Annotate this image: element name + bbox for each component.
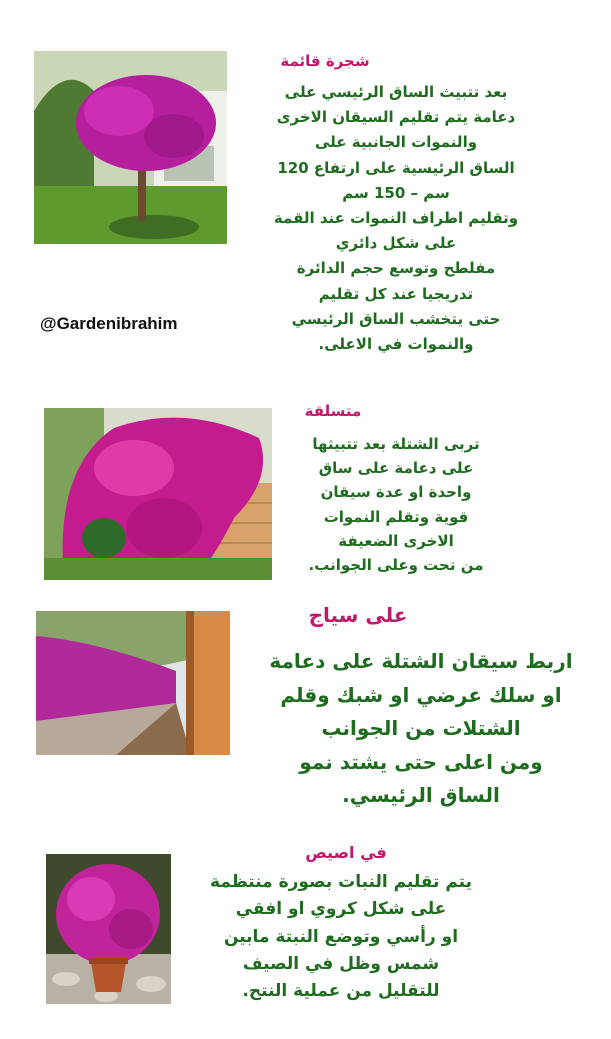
standard-tree-photo xyxy=(34,51,227,244)
text-line: الاخرى الضعيفة xyxy=(338,531,454,550)
text-line: بعد تتبيث الساق الرئيسي على xyxy=(284,83,508,101)
text-line: والنموات في الاعلى. xyxy=(318,335,474,354)
section-text-climbing xyxy=(282,432,510,577)
section-title-climbing: متسلقة xyxy=(304,402,362,420)
section-text-potted xyxy=(176,869,506,1005)
text-line: تربى الشتلة بعد تتبيثها xyxy=(312,435,480,453)
potted-plant-photo xyxy=(46,854,171,1004)
text-line: الساق الرئيسي. xyxy=(342,783,500,807)
text-line: الساق الرئيسية على ارتفاع 120 xyxy=(277,158,515,177)
text-line: تدريجيا عند كل تقليم xyxy=(318,284,474,303)
text-line: او سلك عرضي او شبك وقلم xyxy=(280,682,562,707)
text-line: على شكل كروي او افقي xyxy=(235,899,447,920)
text-line: من تحت وعلى الجوانب. xyxy=(308,556,484,575)
climbing-wall-photo xyxy=(44,408,272,580)
text-line: يتم تقليم النبات بصورة منتظمة xyxy=(210,872,472,892)
text-line: والنموات الجانبية على xyxy=(314,133,478,152)
text-line: للتقليل من عملية النتح. xyxy=(242,981,440,1002)
watermark-handle: @Gardenibrahim xyxy=(40,314,178,333)
text-line: وتقليم اطراف النموات عند القمة xyxy=(273,209,519,228)
section-title-potted: في اصيص xyxy=(305,843,387,862)
text-line: حتى يتخشب الساق الرئيسي xyxy=(291,309,501,328)
text-line: على شكل دائري xyxy=(335,234,457,253)
text-line: واحدة او عدة سيقان xyxy=(320,483,472,502)
text-line: الشتلات من الجوانب xyxy=(321,716,521,740)
section-title-hedge: على سياج xyxy=(308,603,408,627)
hedge-fence-photo xyxy=(36,611,230,755)
section-text-standard-tree xyxy=(246,80,546,357)
text-line: على دعامة على ساق xyxy=(318,459,474,478)
text-line: شمس وظل في الصيف xyxy=(242,953,440,974)
text-line: اربط سيقان الشتلة على دعامة xyxy=(269,649,573,673)
text-line: مفلطح وتوسع حجم الدائرة xyxy=(296,259,496,278)
text-line: دعامة يتم تقليم السيقان الاخرى xyxy=(276,108,516,127)
text-line: ومن اعلى حتى يشتد نمو xyxy=(299,749,543,774)
text-line: او رأسي وتوضع النبتة مابين xyxy=(223,926,459,947)
section-title-standard-tree: شجرة قائمة xyxy=(280,52,370,70)
text-line: قوية وتقلم النموات xyxy=(323,507,469,526)
section-text-hedge xyxy=(231,645,611,813)
text-line: سم – 150 سم xyxy=(342,183,450,202)
